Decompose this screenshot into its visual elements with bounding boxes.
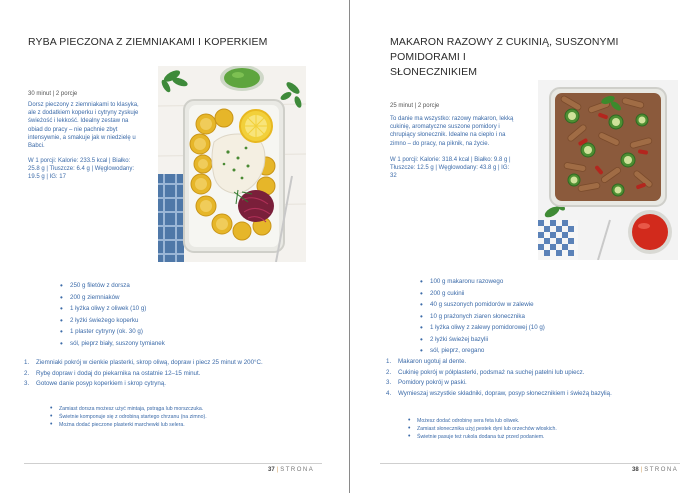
title-line: MAKARON RAZOWY Z CUKINIĄ, SUSZONYMI POMIDORAMI I	[390, 36, 619, 63]
ingredient-item: • 40 g suszonych pomidorów w zalewie	[420, 299, 545, 311]
step-number: 1.	[386, 358, 392, 365]
nutrition-info	[390, 156, 535, 181]
ingredient-item: • 2 łyżki świeżego koperku	[60, 315, 165, 327]
ingredient-item: • 10 g prażonych ziaren słonecznika	[420, 311, 545, 323]
ingredients-list	[420, 276, 545, 357]
tip-item: • Zamiast dorsza możesz użyć mintaja, pstrąga lub morszczuka.	[50, 405, 330, 413]
step-number: 4.	[386, 389, 392, 397]
footer-separator: |	[276, 467, 279, 473]
ingredients-list	[60, 280, 165, 349]
step-item	[386, 389, 696, 400]
ingredient-item: • 2 łyżki świeżej bazylii	[420, 334, 545, 346]
tips-list	[50, 405, 330, 429]
page-footer	[632, 467, 678, 473]
tip-item: • Świetnie komponuje się z odrobiną startego chrzanu (na zimno).	[50, 413, 330, 421]
nutrition-line: W 1 porcji: Kalorie: 318.4 kcal | Białko: 9.8 g |	[390, 157, 511, 163]
nutrition-line: 25.8 g | Tłuszcze: 6.4 g | Węglowodany:	[28, 166, 135, 173]
tips-list	[408, 417, 688, 441]
step-text: Pomidory pokrój w paski.	[398, 379, 467, 386]
ingredient-item: • 250 g filetów z dorsza	[60, 280, 165, 292]
step-item	[24, 369, 344, 380]
description-line: zimno – do pracy, na piknik, na życie.	[390, 140, 490, 147]
step-text: Gotowe danie posyp koperkiem i skrop cytryną.	[36, 380, 166, 387]
recipe-title	[390, 35, 690, 80]
page-number: 38	[632, 467, 639, 473]
page-footer	[268, 467, 314, 473]
ingredient-item: • 200 g cukinii	[420, 288, 545, 300]
description-line: Babci.	[28, 143, 45, 150]
step-number: 2.	[24, 369, 30, 377]
description-line: intensywnie, a smakuje jak w niedzielę u	[28, 134, 136, 141]
ingredient-item: • 1 łyżka oliwy z oliwek (10 g)	[60, 303, 165, 315]
description-line: świeżość i lekkość. Idealny zestaw na	[28, 118, 129, 125]
ingredient-item: • 1 łyżka oliwy z zalewy pomidorowej (10 g)	[420, 322, 545, 334]
recipe-description	[28, 101, 158, 150]
pasta-zucchini-meal-box-photo	[538, 80, 678, 260]
title-line: SŁONECZNIKIEM	[390, 66, 478, 78]
description-line: ale z dodatkiem koperku i cytryny zyskuje	[28, 110, 139, 117]
steps-list	[386, 357, 696, 399]
footer-divider	[380, 463, 680, 464]
recipe-title: RYBA PIECZONA Z ZIEMNIAKAMI I KOPERKIEM	[28, 36, 268, 48]
tip-item: • Można dodać pieczone plasterki marchewki lub selera.	[50, 421, 330, 429]
nutrition-info	[28, 157, 158, 182]
step-item	[386, 357, 696, 368]
step-text: Rybę dopraw i dodaj do piekarnika na ostatnie 12–15 minut.	[36, 369, 201, 377]
step-number: 2.	[386, 368, 392, 376]
steps-list	[24, 358, 344, 390]
tip-item: • Zamiast słonecznika użyj pestek dyni lub orzechów włoskich.	[408, 425, 688, 433]
description-line: cukinię, aromatyczne suszone pomidory i	[390, 124, 500, 131]
description-line: obiad do pracy – nie pachnie zbyt	[28, 126, 118, 133]
step-text: Makaron ugotuj al dente.	[398, 358, 467, 365]
nutrition-line: 19.5 g | IG: 17	[28, 174, 66, 181]
step-text: Ziemniaki pokrój w cienkie plasterki, skrop oliwą, dopraw i piecz 25 minut w 200°C.	[36, 359, 263, 366]
step-number: 3.	[386, 379, 392, 386]
step-item	[24, 358, 344, 369]
nutrition-line: 32	[390, 173, 397, 180]
recipe-description	[390, 115, 530, 148]
description-line: To danie ma wszystko: razowy makaron, lekką	[390, 116, 514, 122]
step-number: 3.	[24, 380, 30, 387]
ingredient-item: • sól, pieprz, oregano	[420, 345, 545, 357]
footer-separator: |	[640, 467, 643, 473]
step-text: Wymieszaj wszystkie składniki, dopraw, posyp słonecznikiem i świeżą bazylią.	[398, 389, 612, 397]
right-page	[350, 0, 700, 493]
recipe-meta: 30 minut | 2 porcje	[28, 91, 78, 97]
ingredient-item: • 200 g ziemniaków	[60, 292, 165, 304]
description-line: chrupiący słonecznik. Idealne na ciepło i na	[390, 132, 506, 139]
ingredient-item: • 1 plaster cytryny (ok. 30 g)	[60, 326, 165, 338]
page-word: STRONA	[644, 467, 679, 473]
tip-item: • Możesz dodać odrobinę sera feta lub oliwek.	[408, 417, 688, 425]
page-number: 37	[268, 467, 275, 473]
tip-item: • Świetnie pasuje też rukola dodana tuż przed podaniem.	[408, 433, 688, 441]
step-text: Cukinię pokrój w półplasterki, podsmaż na suchej patelni lub upiecz.	[398, 368, 585, 376]
step-item	[24, 379, 344, 390]
description-line: Dorsz pieczony z ziemniakami to klasyka,	[28, 102, 139, 108]
fish-potato-meal-box-photo	[158, 66, 306, 262]
step-item	[386, 378, 696, 389]
recipe-meta: 25 minut | 2 porcje	[390, 103, 440, 109]
nutrition-line: W 1 porcji: Kalorie: 233.5 kcal | Białko:	[28, 158, 131, 164]
footer-divider	[24, 463, 322, 464]
ingredient-item: • sól, pieprz biały, suszony tymianek	[60, 338, 165, 350]
ingredient-item: • 100 g makaronu razowego	[420, 276, 545, 288]
page-word: STRONA	[280, 467, 315, 473]
nutrition-line: Tłuszcze: 12.5 g | Węglowodany: 43.8 g | IG:	[390, 165, 510, 172]
step-number: 1.	[24, 359, 30, 366]
step-item	[386, 368, 696, 379]
